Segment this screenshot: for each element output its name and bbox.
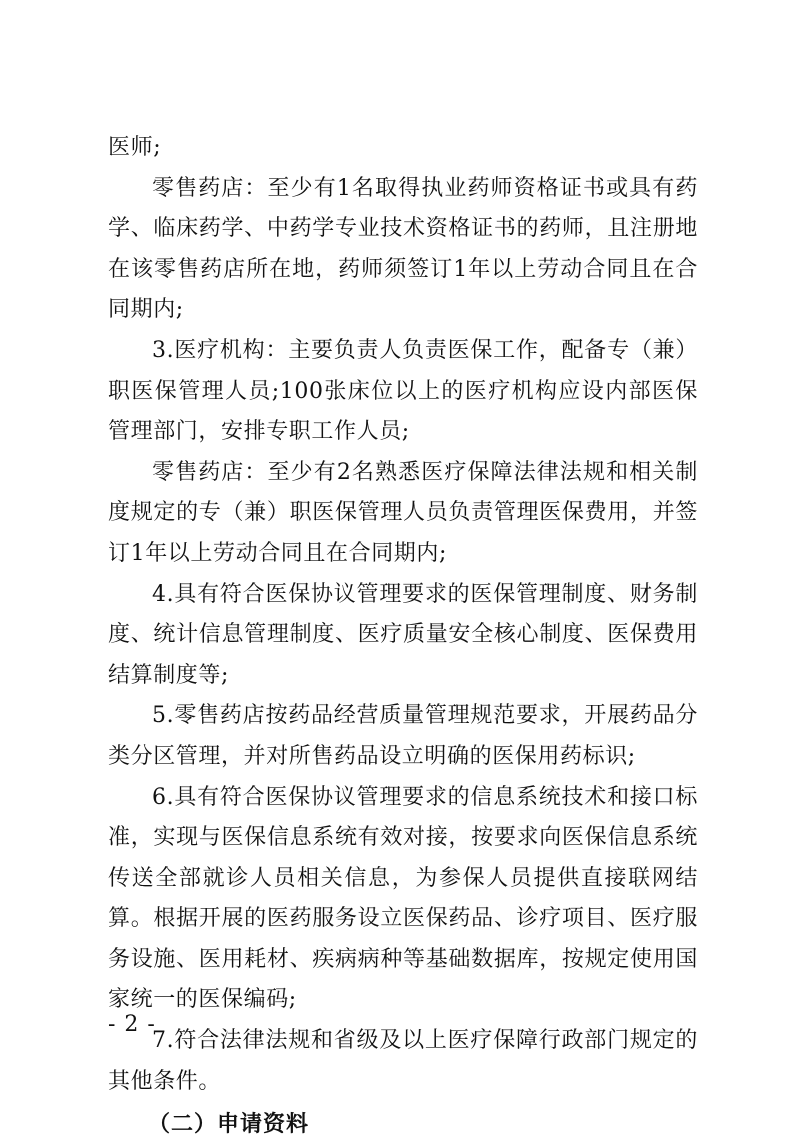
paragraph-retail-pharmacist: 零售药店：至少有1名取得执业药师资格证书或具有药学、临床药学、中药学专业技术资格证书的药师，且注册地在该零售药店所在地，药师须签订1年以上劳动合同且在合同期内; xyxy=(108,175,698,323)
section-heading: （二）申请资料 xyxy=(148,1111,310,1138)
paragraph-item-7: 7.符合法律法规和省级及以上医疗保障行政部门规定的其他条件。 xyxy=(108,1028,698,1094)
paragraph-item-6: 6.具有符合医保协议管理要求的信息系统技术和接口标准，实现与医保信息系统有效对接，按要求向医保信息系统传送全部就诊人员相关信息，为参保人员提供直接联网结算。根据开展的医药服务设立医保药品、诊疗项目、医疗服务设施、医用耗材、疾病病种等基础数据库，按规定使用国家统一的医保编码; xyxy=(108,784,698,1013)
body-text xyxy=(108,128,698,1145)
paragraph-continuation: 医师; xyxy=(108,135,162,160)
paragraph-item-4: 4.具有符合医保协议管理要求的医保管理制度、财务制度、统计信息管理制度、医疗质量安全核心制度、医保费用结算制度等; xyxy=(108,581,698,688)
paragraph-item-5: 5.零售药店按药品经营质量管理规范要求，开展药品分类分区管理，并对所售药品设立明确的医保用药标识; xyxy=(108,703,698,769)
page-number: - 2 - xyxy=(108,1012,156,1037)
paragraph-item-3: 3.医疗机构：主要负责人负责医保工作，配备专（兼）职医保管理人员;100张床位以上的医疗机构应设内部医保管理部门，安排专职工作人员; xyxy=(108,337,698,445)
paragraph-retail-staff: 零售药店：至少有2名熟悉医疗保障法律法规和相关制度规定的专（兼）职医保管理人员负责管理医保费用，并签订1年以上劳动合同且在合同期内; xyxy=(108,459,698,566)
